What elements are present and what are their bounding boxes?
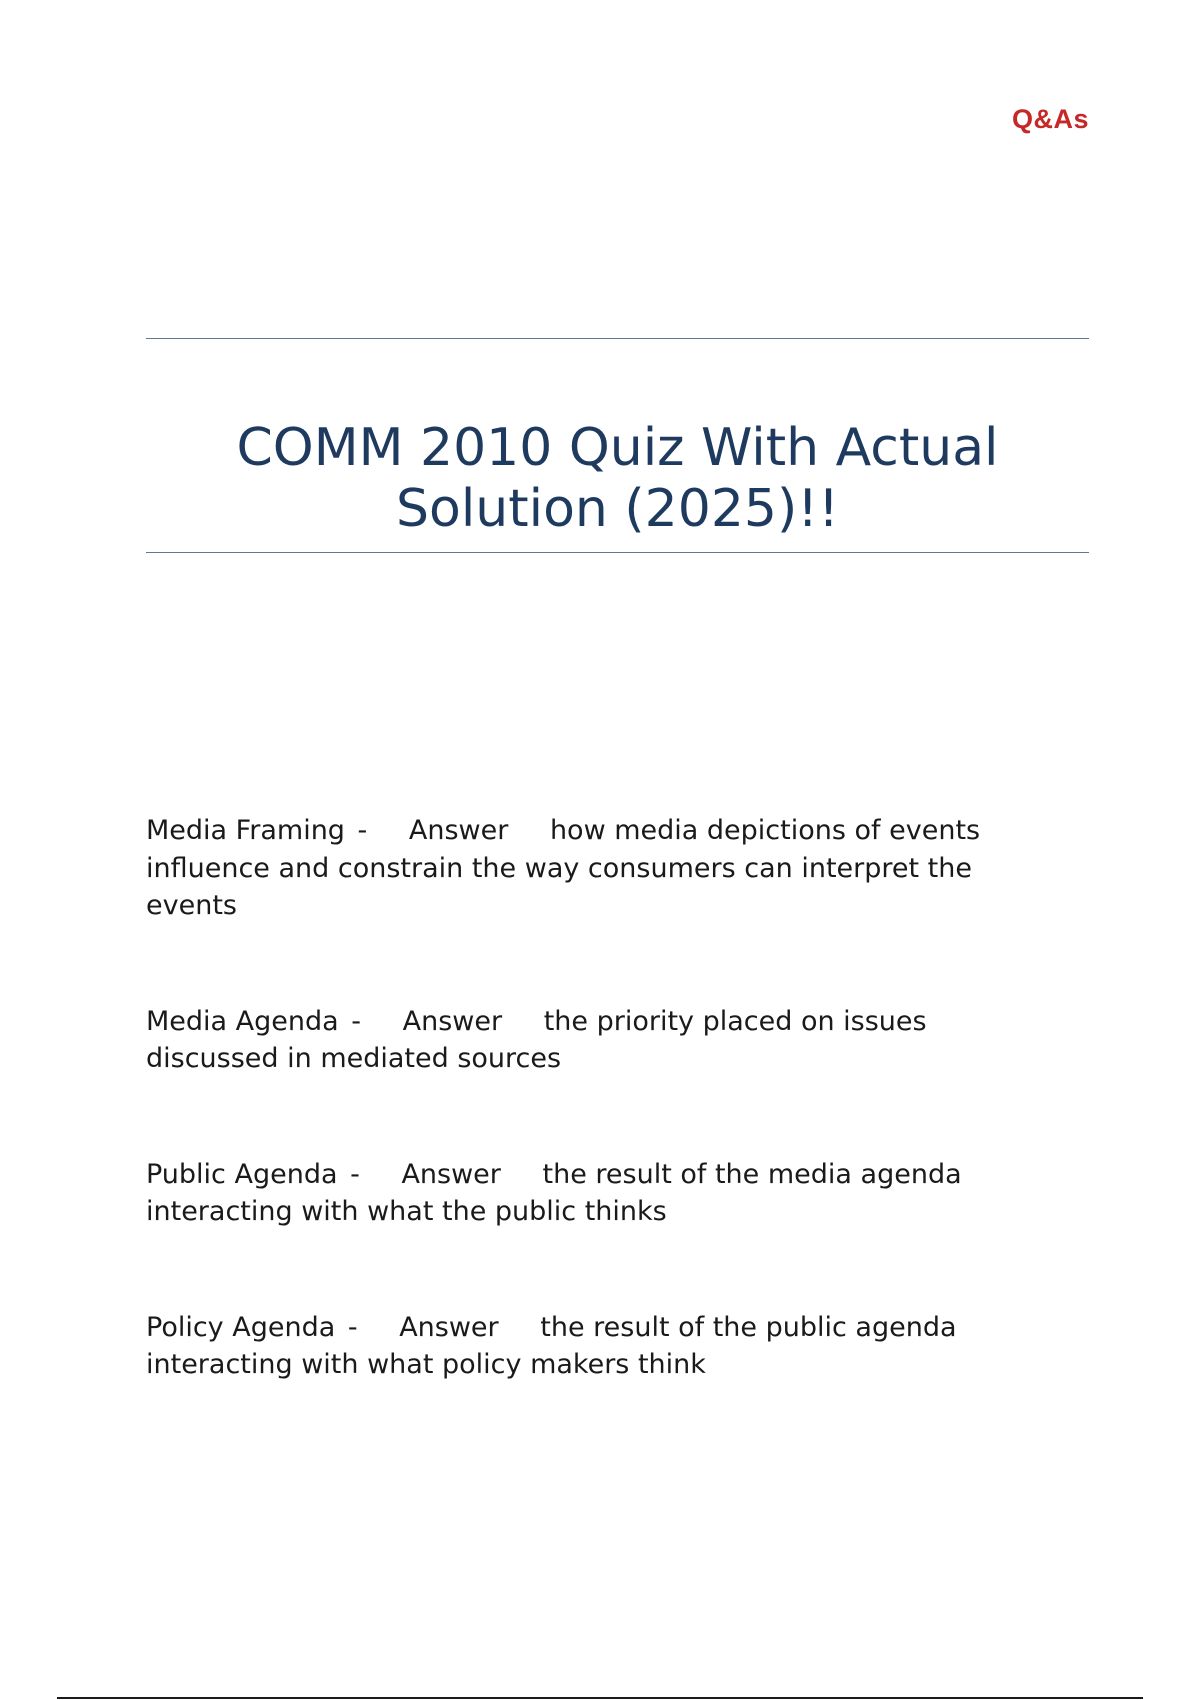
document-title — [146, 418, 1089, 540]
qa-definition: the result of the media agenda interacting with what the public thinks — [146, 1158, 962, 1227]
qa-term: Media Framing — [146, 815, 345, 846]
qa-list — [146, 812, 1046, 1384]
qa-separator: - — [350, 1158, 360, 1190]
document-title-line1: COMM 2010 Quiz With Actual — [236, 418, 999, 478]
qa-definition: the priority placed on issues discussed in mediated sources — [146, 1005, 927, 1074]
qa-separator: - — [357, 815, 368, 846]
header-tag: Q&As — [1011, 104, 1089, 134]
qa-answer-label: Answer — [399, 1311, 499, 1343]
qa-item-media-framing — [146, 812, 1046, 925]
qa-item-policy-agenda — [146, 1309, 1046, 1384]
title-top-rule — [146, 338, 1089, 339]
title-bottom-rule — [146, 552, 1089, 553]
qa-term: Media Agenda — [146, 1005, 339, 1037]
qa-definition: the result of the public agenda interacting with what policy makers think — [146, 1311, 957, 1380]
qa-separator: - — [351, 1005, 362, 1037]
qa-definition: how media depictions of events influence and constrain the way consumers can interpret the events — [146, 815, 981, 921]
qa-term: Public Agenda — [146, 1158, 338, 1190]
document-title-line2: Solution (2025)!! — [396, 479, 839, 539]
qa-item-public-agenda — [146, 1156, 1046, 1231]
qa-answer-label: Answer — [402, 1005, 503, 1037]
qa-answer-label: Answer — [401, 1158, 501, 1190]
qa-term: Policy Agenda — [146, 1311, 336, 1343]
footer-rule — [57, 1697, 1143, 1699]
qa-separator: - — [347, 1311, 358, 1343]
qa-item-media-agenda — [146, 1003, 1046, 1078]
qa-answer-label: Answer — [408, 815, 509, 846]
